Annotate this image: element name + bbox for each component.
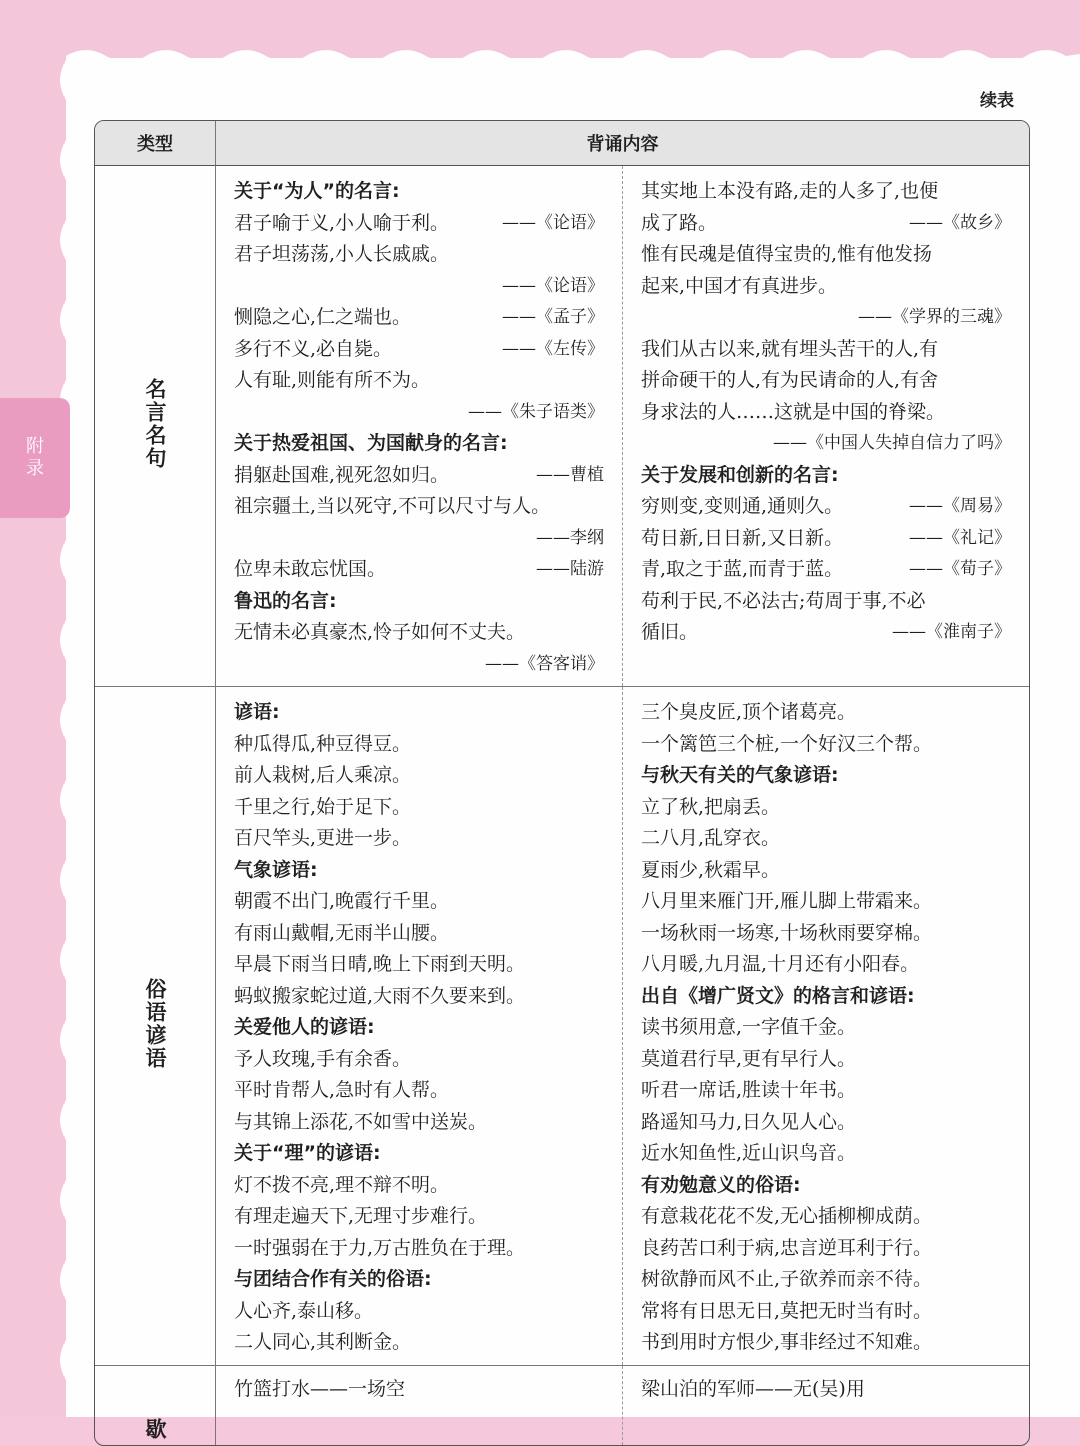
quote-text: 恻隐之心,仁之端也。: [234, 306, 412, 328]
quote-line: [234, 1107, 604, 1139]
quote-text: 前人栽树,后人乘凉。: [234, 764, 412, 786]
quote-text: 一个篱笆三个桩,一个好汉三个帮。: [641, 732, 933, 755]
quote-line: [234, 886, 604, 918]
quote-text: 起来,中国才有真进步。: [641, 274, 838, 297]
row-type-cell: [95, 1366, 216, 1446]
quote-text: 听君一席话,胜读十年书。: [641, 1079, 857, 1101]
quote-line: [234, 460, 604, 492]
quote-line: [234, 208, 604, 240]
quote-text: 其实地上本没有路,走的人多了,也便: [641, 180, 939, 202]
section-heading: 关于“理”的谚语:: [234, 1142, 381, 1164]
continued-label: 续表: [980, 91, 1014, 111]
section-heading: 关于热爱祖国、为国献身的名言:: [234, 432, 508, 454]
header-type: 类型: [95, 121, 216, 166]
quote-text: 八月暖,九月温,十月还有小阳春。: [641, 953, 920, 975]
quote-line: [641, 1107, 1011, 1139]
table-row: [95, 166, 1029, 687]
quote-text: 捐躯赴国难,视死忽如归。: [234, 463, 450, 486]
quote-line: [234, 554, 604, 586]
quote-line: [234, 949, 604, 981]
quote-text: 树欲静而风不止,子欲养而亲不待。: [641, 1268, 933, 1290]
section-heading: 关于“为人”的名言:: [234, 180, 400, 202]
quote-text: 三个臭皮匠,顶个诸葛亮。: [641, 701, 857, 723]
quote-text: 有意栽花花不发,无心插柳柳成荫。: [641, 1205, 933, 1227]
source-attribution: ——《荀子》: [909, 559, 1011, 579]
quote-line: [641, 855, 1011, 887]
quote-line: [641, 239, 1011, 271]
quote-line: [234, 617, 604, 649]
quote-text: 千里之行,始于足下。: [234, 795, 412, 818]
quote-text: 路遥知马力,日久见人心。: [641, 1110, 857, 1133]
quote-line: [234, 1374, 604, 1406]
section-heading: 谚语:: [234, 701, 280, 723]
quote-text: 二八月,乱穿衣。: [641, 827, 781, 849]
right-column: [623, 1366, 1029, 1446]
quote-text: 早晨下雨当日晴,晚上下雨到天明。: [234, 953, 526, 975]
quote-line: [641, 1327, 1011, 1359]
quote-line: [234, 1075, 604, 1107]
quote-line: [641, 1138, 1011, 1170]
quote-line: [234, 1327, 604, 1359]
source-attribution: ——《答客诮》: [485, 653, 604, 674]
table-row: [95, 1366, 1029, 1446]
row-content-cell: [216, 1366, 1029, 1446]
quote-text: 二人同心,其利断金。: [234, 1331, 412, 1353]
recitation-table: [94, 120, 1030, 1446]
source-attribution: ——《周易》: [909, 496, 1011, 516]
section-heading: 关于发展和创新的名言:: [641, 463, 839, 486]
quote-line: [234, 334, 604, 366]
quote-text: 立了秋,把扇丢。: [641, 795, 781, 818]
quote-line: [234, 365, 604, 397]
quote-text: 夏雨少,秋霜早。: [641, 858, 781, 881]
section-heading: 与团结合作有关的俗语:: [234, 1268, 432, 1290]
source-attribution: ——《淮南子》: [892, 622, 1011, 642]
header-content: 背诵内容: [216, 121, 1029, 166]
quote-line: [641, 1201, 1011, 1233]
quote-text: 人心齐,泰山移。: [234, 1299, 374, 1322]
quote-line: [234, 792, 604, 824]
right-column: [623, 166, 1029, 686]
quote-text: 多行不义,必自毙。: [234, 337, 393, 360]
row-content-cell: [216, 166, 1029, 687]
section-heading: 关爱他人的谚语:: [234, 1016, 375, 1038]
quote-line: [234, 1233, 604, 1265]
quote-text: 君子喻于义,小人喻于利。: [234, 211, 450, 234]
row-type-cell: [95, 687, 216, 1366]
quote-line: [641, 586, 1011, 618]
source-attribution: ——陆游: [536, 559, 604, 579]
quote-line: [234, 239, 604, 271]
row-type-label: 俗语谚语: [143, 977, 167, 1070]
quote-line: [641, 918, 1011, 950]
quote-line: [234, 1296, 604, 1328]
quote-text: 种瓜得瓜,种豆得豆。: [234, 732, 412, 755]
quote-line: [641, 886, 1011, 918]
section-heading: 与秋天有关的气象谚语:: [641, 764, 839, 786]
quote-text: 百尺竿头,更进一步。: [234, 827, 412, 849]
quote-line: [641, 1233, 1011, 1265]
quote-text: 一时强弱在于力,万古胜负在于理。: [234, 1236, 526, 1259]
quote-text: 八月里来雁门开,雁儿脚上带霜来。: [641, 890, 933, 912]
quote-line: [234, 760, 604, 792]
quote-text: 蚂蚁搬家蛇过道,大雨不久要来到。: [234, 984, 526, 1007]
quote-line: [641, 823, 1011, 855]
quote-line: [234, 491, 604, 523]
quote-text: 祖宗疆土,当以死守,不可以尺寸与人。: [234, 495, 551, 517]
quote-text: 近水知鱼性,近山识鸟音。: [641, 1142, 857, 1164]
quote-text: 与其锦上添花,不如雪中送炭。: [234, 1110, 488, 1133]
quote-line: [234, 981, 604, 1013]
quote-text: 苟日新,日日新,又日新。: [641, 526, 844, 549]
row-type-label: 名言名句: [143, 378, 167, 470]
quote-text: 人有耻,则能有所不为。: [234, 369, 431, 391]
quote-text: 君子坦荡荡,小人长戚戚。: [234, 243, 450, 265]
quote-line: [234, 1044, 604, 1076]
section-heading: 气象谚语:: [234, 858, 318, 881]
quote-line: [641, 1075, 1011, 1107]
quote-text: 有雨山戴帽,无雨半山腰。: [234, 921, 450, 944]
quote-line: [641, 271, 1011, 303]
quote-text: 成了路。: [641, 211, 718, 234]
quote-line: [641, 1044, 1011, 1076]
quote-text: 惟有民魂是值得宝贵的,惟有他发扬: [641, 243, 933, 265]
left-column: [216, 687, 623, 1365]
quote-line: [641, 554, 1011, 586]
source-attribution: ——曹植: [536, 464, 604, 485]
quote-line: [641, 617, 1011, 649]
side-tab-char-1: 附: [26, 436, 44, 457]
quote-line: [641, 523, 1011, 555]
row-content-cell: [216, 687, 1029, 1366]
quote-text: 苟利于民,不必法古;苟周于事,不必: [641, 589, 926, 612]
quote-line: [641, 365, 1011, 397]
left-column: [216, 1366, 623, 1446]
source-attribution: ——《中国人失掉自信力了吗》: [773, 433, 1011, 453]
appendix-side-tab: [0, 398, 70, 518]
source-attribution: ——《故乡》: [909, 212, 1011, 233]
quote-line: [641, 208, 1011, 240]
left-column: [216, 166, 623, 686]
quote-line: [641, 949, 1011, 981]
quote-text: 莫道君行早,更有早行人。: [641, 1047, 857, 1070]
quote-line: [641, 1264, 1011, 1296]
quote-text: 拼命硬干的人,有为民请命的人,有舍: [641, 369, 939, 391]
section-heading: 有劝勉意义的俗语:: [641, 1173, 801, 1196]
source-attribution: ——《孟子》: [502, 307, 604, 327]
right-column: [623, 687, 1029, 1365]
quote-text: 竹篮打水——一场空: [234, 1377, 406, 1400]
quote-text: 身求法的人……这就是中国的脊梁。: [641, 400, 946, 423]
source-attribution: ——《学界的三魂》: [858, 307, 1011, 327]
quote-line: [234, 1201, 604, 1233]
quote-text: 我们从古以来,就有埋头苦干的人,有: [641, 337, 939, 360]
section-heading: 鲁迅的名言:: [234, 589, 337, 612]
quote-line: [641, 334, 1011, 366]
quote-text: 灯不拨不亮,理不辩不明。: [234, 1173, 450, 1196]
quote-text: 朝霞不出门,晚霞行千里。: [234, 890, 450, 912]
quote-line: [234, 1170, 604, 1202]
source-attribution: ——《论语》: [502, 275, 604, 296]
side-tab-char-2: 录: [26, 458, 44, 479]
row-type-cell: [95, 166, 216, 687]
quote-line: [641, 397, 1011, 429]
quote-text: 循旧。: [641, 621, 699, 643]
quote-text: 良药苦口利于病,忠言逆耳利于行。: [641, 1236, 933, 1259]
quote-text: 青,取之于蓝,而青于蓝。: [641, 558, 844, 580]
quote-line: [641, 176, 1011, 208]
quote-line: [641, 1296, 1011, 1328]
quote-text: 梁山泊的军师——无(吴)用: [641, 1377, 865, 1400]
section-heading: 出自《增广贤文》的格言和谚语:: [641, 984, 915, 1007]
quote-line: [641, 1374, 1011, 1406]
quote-text: 读书须用意,一字值千金。: [641, 1016, 857, 1038]
table-header-row: [95, 121, 1029, 166]
quote-text: 无情未必真豪杰,怜子如何不丈夫。: [234, 621, 526, 643]
quote-line: [641, 697, 1011, 729]
quote-line: [641, 491, 1011, 523]
quote-line: [234, 918, 604, 950]
quote-text: 有理走遍天下,无理寸步难行。: [234, 1205, 488, 1227]
quote-line: [641, 1012, 1011, 1044]
quote-text: 穷则变,变则通,通则久。: [641, 495, 844, 517]
quote-line: [234, 302, 604, 334]
source-attribution: ——《礼记》: [909, 527, 1011, 548]
row-type-label: 歇: [143, 1418, 167, 1441]
quote-text: 一场秋雨一场寒,十场秋雨要穿棉。: [641, 921, 933, 944]
quote-text: 常将有日思无日,莫把无时当有时。: [641, 1299, 933, 1322]
quote-text: 予人玫瑰,手有余香。: [234, 1047, 412, 1070]
quote-text: 位卑未敢忘忧国。: [234, 558, 387, 580]
source-attribution: ——《论语》: [502, 212, 604, 233]
quote-line: [234, 823, 604, 855]
source-attribution: ——《朱子语类》: [468, 401, 604, 422]
quote-text: 书到用时方恨少,事非经过不知难。: [641, 1331, 933, 1353]
source-attribution: ——李纲: [536, 527, 604, 548]
quote-text: 平时肯帮人,急时有人帮。: [234, 1079, 450, 1101]
source-attribution: ——《左传》: [502, 338, 604, 359]
table-row: [95, 687, 1029, 1366]
quote-line: [234, 729, 604, 761]
quote-line: [641, 792, 1011, 824]
quote-line: [641, 729, 1011, 761]
